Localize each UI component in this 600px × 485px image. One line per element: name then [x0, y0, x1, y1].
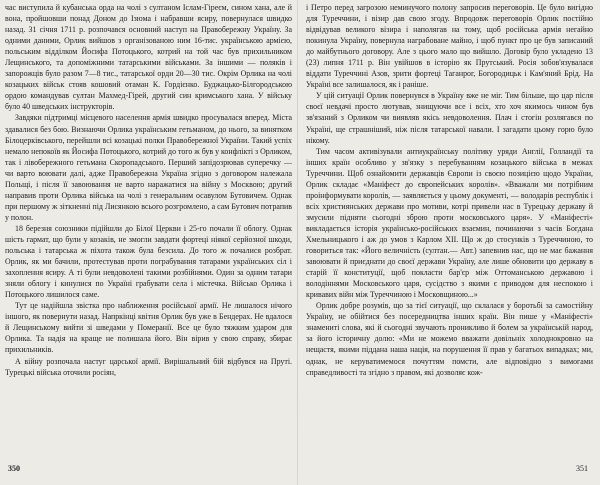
left-paragraph-2: Завдяки підтримці місцевого населення армія швидко просувалася вперед. Міста здавалися без бою. Визнаючи Орлика українським гетьманом, до нього, за винятком Білоцерківського, перейшли всі козацькі полки Правобережної України. Такий успіх немало непокоїв як Йосифа Потоцького, котрий до того ж був у конфлікті з Орликом, так і лівобережного гетьмана Скоропадського. Перший запідозрював суперечку — чи варто воювати далі, адже Правобережна Україна згідно з договором належала Польщі, і після її завоювання не варто наражатися на війну з Москвою; другий направив проти Орлика війська на чолі з генеральним осавулом Бутовичем. Однак при першому ж зіткненні під Лисянкою всього розгромлено, а сам Бутович потрапив у полон. — [5, 113, 292, 222]
left-paragraph-4: Тут це надійшла звістка про наближення російської армії. Не лишалося нічого іншого, як повернути назад. Напркінці квітня Орлик був уже в Бендерах. Не вдалося й Лещинському вийти зі шведами у Померанії. Все це було тяжким ударом для Орлика. Та надія на краще не полишала його. Він вірив у свою справу, збирає прихильників. — [5, 301, 292, 355]
right-paragraph-1: і Петро перед загрозою неминучого полону запросив переговорів. Це було вигідно для Туреччини, і візир дав свою згоду. Впродовж переговорів Орлик постійно відвідував великого візира і наполягав на тому, щоб російська армія негайно покинула Україну, повернула награбоване майно, і щоб пункт про це був записаний до майбутнього договору. Але з цього мало що вийшло. Договір було укладено 13 (23) липня 1711 р. Він увійшов в історію як Прутський. Росія зобов'язувалася віддати Туреччині Азов, зрити фортеці Таганрог, Богородицьк і Кам'яний Брід. На Україні все залишалося, як і раніше. — [306, 3, 593, 90]
right-paragraph-4: Орлик добре розумів, що за тієї ситуації, що склалася у боротьбі за самостійну Україну, не обійтися без посередництва інших країн. Він пише у «Маніфесті» знамениті слова, які й сьогодні звучають проникливо й болем за українській народ, за його історичну долю: «Ми не можемо вважати довільніх холоднокровно на нещастя, якими піддана нашa нація, на порушення її прав у багатьох випадках; ми, однак, не керуватимемося почуттям помсти, але відповідно з вимогами справедливості та згідно з правом, які дозволяє кож- — [306, 301, 593, 377]
right-paragraph-3: Тим часом активізували антиукраїнську політику уряди Англії, Голландії та інших країн особливо у зв'язку з перебуванням козацького війська в межах Туреччини. Щоб ознайомити державців Європи із своєю позицією щодо України, Орлик складає «Маніфест до європейських королів». «Вважали ми потрібним проінформувати королів, — заявляється у цьому документі, — володарів республік і всіх християнських держави про мотиви, котрі привели нас в Турецьку державу й змусили підняти сьогодні зброю проти московського царя». У «Маніфесті» викладається історія українсько-російських взаємин, починаючи з часів Богдана Хмельницького і аж до умов з Карлом XII. Що ж до стосунків з Туреччиною, то говориться так: «Його величність (султан.— Авт.) запевнив нас, що не має бажання завоювати й приєднати до своєї держави Україну, але лише обновити цю державу в старій її конституції, щоб покласти бар'єр між Оттоманською державою і володіннями Московського царя, сусідство з якими є приводом для неспокою і кривавих війн між Туреччиною і Московщиною...» — [306, 146, 593, 300]
right-paragraph-2: У цій ситуації Орлик повернувся в Україну вже не міг. Тим більше, що цар після своєї невдачі просто лютував, знищуючи все і всіх, хто хоч якимось чином був зв'язаний з Орликом чи виявляв якісь невдоволення. Плач і стогін розлягався по Україні, ще страшніший, ніж після татарської навали. І загадати цьому горю було нікому. — [306, 91, 593, 145]
left-page-column — [5, 2, 292, 458]
right-page-column — [306, 2, 593, 458]
right-page-number: 351 — [576, 464, 588, 473]
left-paragraph-3: 18 березня союзники підійшли до Білої Церкви і 25-го почали її облогу. Однак шість гармат, що були у козаків, не змогли завдати фортеці ніякої серйозної шкоди, польська і татарська ж піхота також була безсила. До того ж почалися розбрат. Орлик, як ми бачили, протестував проти пограбування татарами українських сіл і захоплення ясиру. А ті були невдоволені такими розбійнями. Один за одним татари зняли облогу і кинулися по Україні грабувати села і містечка. Військо Орлика і Потоцького лишилося саме. — [5, 223, 292, 300]
left-page-number: 350 — [8, 464, 20, 473]
left-paragraph-5: А війну розпочала настуг царської армії. Вирішальний бій відбувся на Пруті. Турецькі війська оточили росіян, — [5, 356, 292, 377]
left-paragraph-1: час виступила й кубанська орда на чолі з султаном Іслам-Гіреєм, сином хана, але й вона, пройшовши понад Доном до Ізюма і набравши ясиру, повернулася швидко назад. 31 січня 1711 р. розпочався основний наступ на Правобережну Україну. За одними даними, Орлик вийшов з організованою ним 16-тис. українською армією, польським відділком Йосифа Потоцького, котрий на той час був прихильником Лещинського, та допоміжними татарськими військами. За іншими — поляків і запорожців було разом 7—8 тис., татарської орди 20—30 тис. Окрім Орлика на чолі козацьких військ стояв кошовий отаман К. Гордієнко. Буджацько-Білгородською ордою командував султан Махмед-Гірей, другий син кримського хана. У війську було 40 шведських інструкторів. — [5, 3, 292, 112]
book-gutter — [297, 0, 298, 485]
